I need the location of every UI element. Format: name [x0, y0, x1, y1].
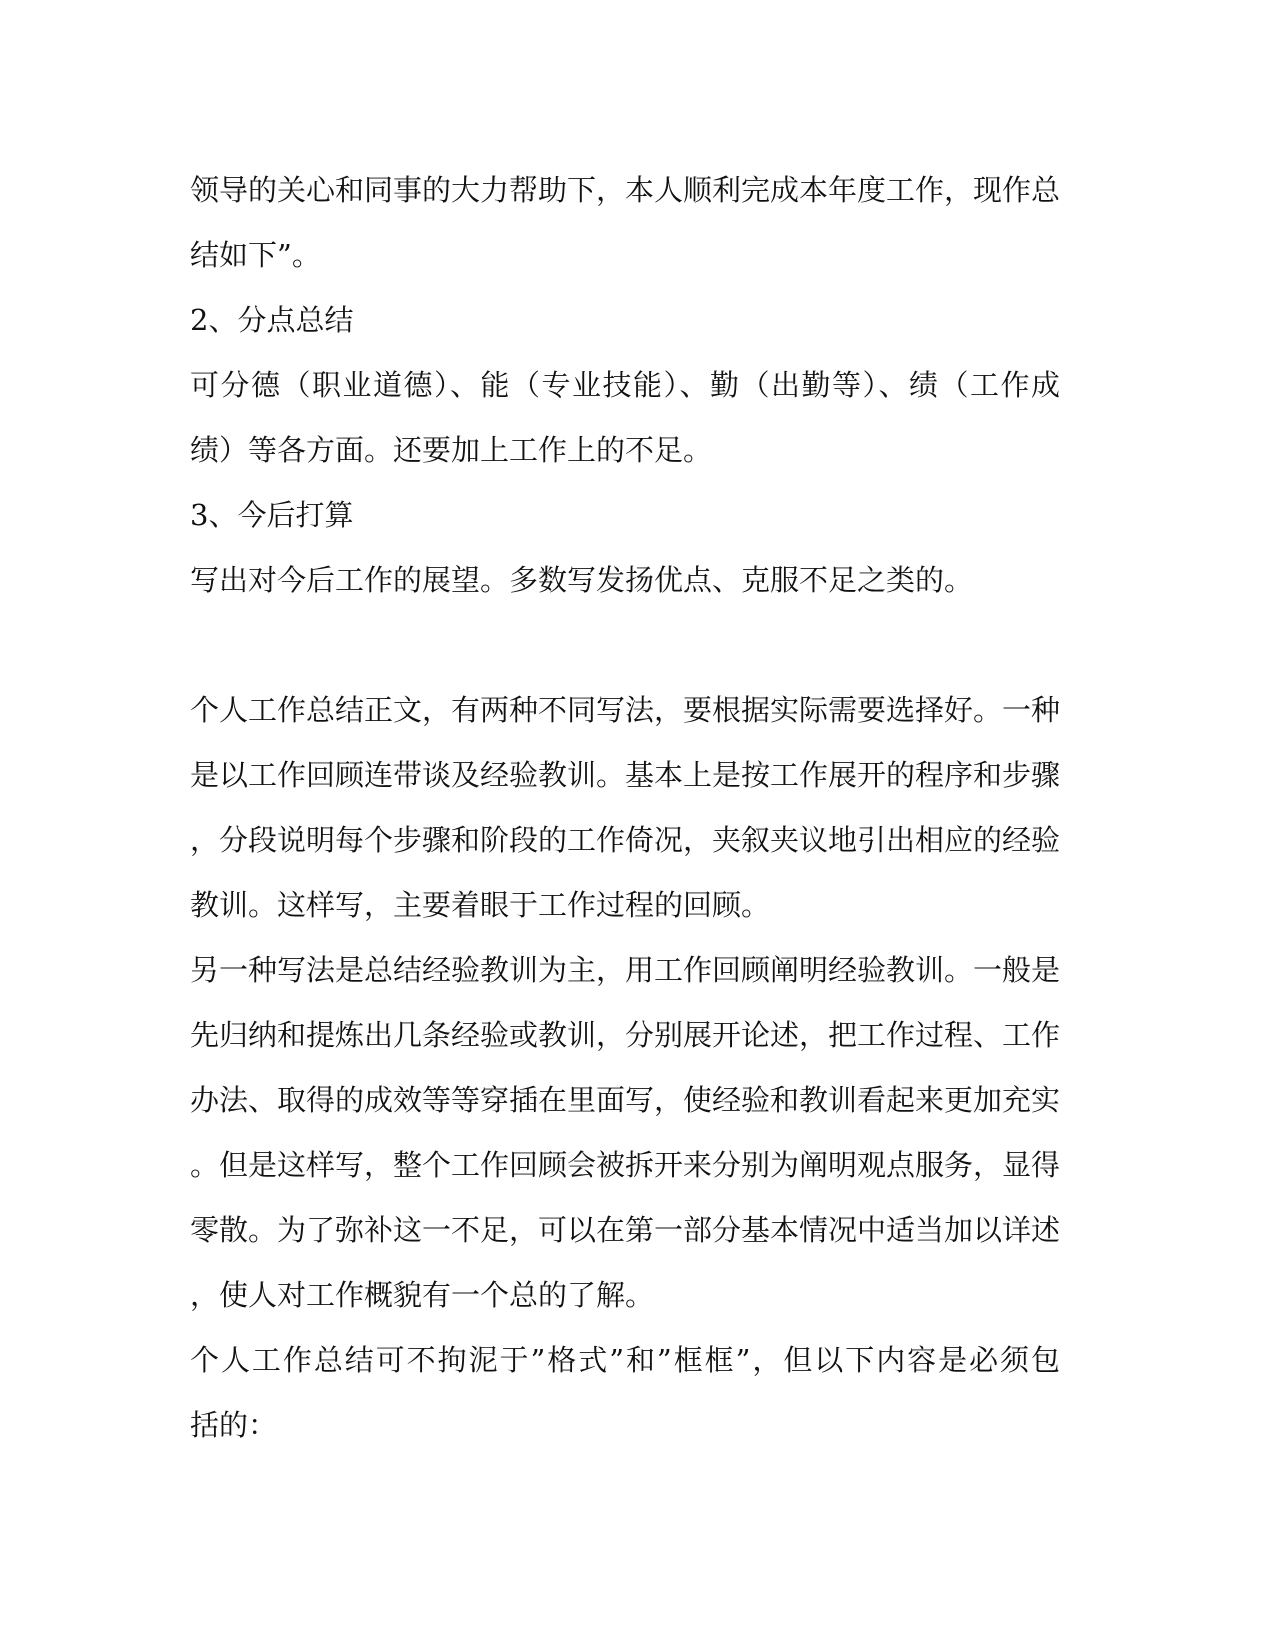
text-line: 领导的关心和同事的大力帮助下，本人顺利完成本年度工作，现作总	[190, 173, 1060, 207]
text-line: 个人工作总结可不拘泥于”格式”和”框框”，但以下内容是必须包	[190, 1343, 1060, 1377]
text-line: 是以工作回顾连带谈及经验教训。基本上是按工作展开的程序和步骤	[190, 758, 1060, 792]
text-line: ，使人对工作概貌有一个总的了解。	[190, 1278, 655, 1312]
document-body	[190, 158, 1060, 1458]
text-line: 另一种写法是总结经验教训为主，用工作回顾阐明经验教训。一般是	[190, 953, 1060, 987]
text-line: 。但是这样写，整个工作回顾会被拆开来分别为阐明观点服务，显得	[190, 1148, 1060, 1182]
section-heading: 3、今后打算	[190, 498, 354, 532]
text-line: 可分德（职业道德）、能（专业技能）、勤（出勤等）、绩（工作成	[190, 368, 1060, 402]
text-line: 零散。为了弥补这一不足，可以在第一部分基本情况中适当加以详述	[190, 1213, 1060, 1247]
paragraph-gap	[190, 613, 1060, 678]
text-line: 写出对今后工作的展望。多数写发扬优点、克服不足之类的。	[190, 563, 974, 597]
text-line: 个人工作总结正文，有两种不同写法，要根据实际需要选择好。一种	[190, 693, 1060, 727]
text-line: 先归纳和提炼出几条经验或教训，分别展开论述，把工作过程、工作	[190, 1018, 1060, 1052]
text-line: 办法、取得的成效等等穿插在里面写，使经验和教训看起来更加充实	[190, 1083, 1060, 1117]
text-line: 绩）等各方面。还要加上工作上的不足。	[190, 433, 713, 467]
text-line: 括的：	[190, 1408, 278, 1442]
text-line: 结如下”。	[190, 238, 321, 272]
section-heading: 2、分点总结	[190, 303, 354, 337]
text-line: 教训。这样写，主要着眼于工作过程的回顾。	[190, 888, 771, 922]
text-line: ，分段说明每个步骤和阶段的工作倚况，夹叙夹议地引出相应的经验	[190, 823, 1060, 857]
